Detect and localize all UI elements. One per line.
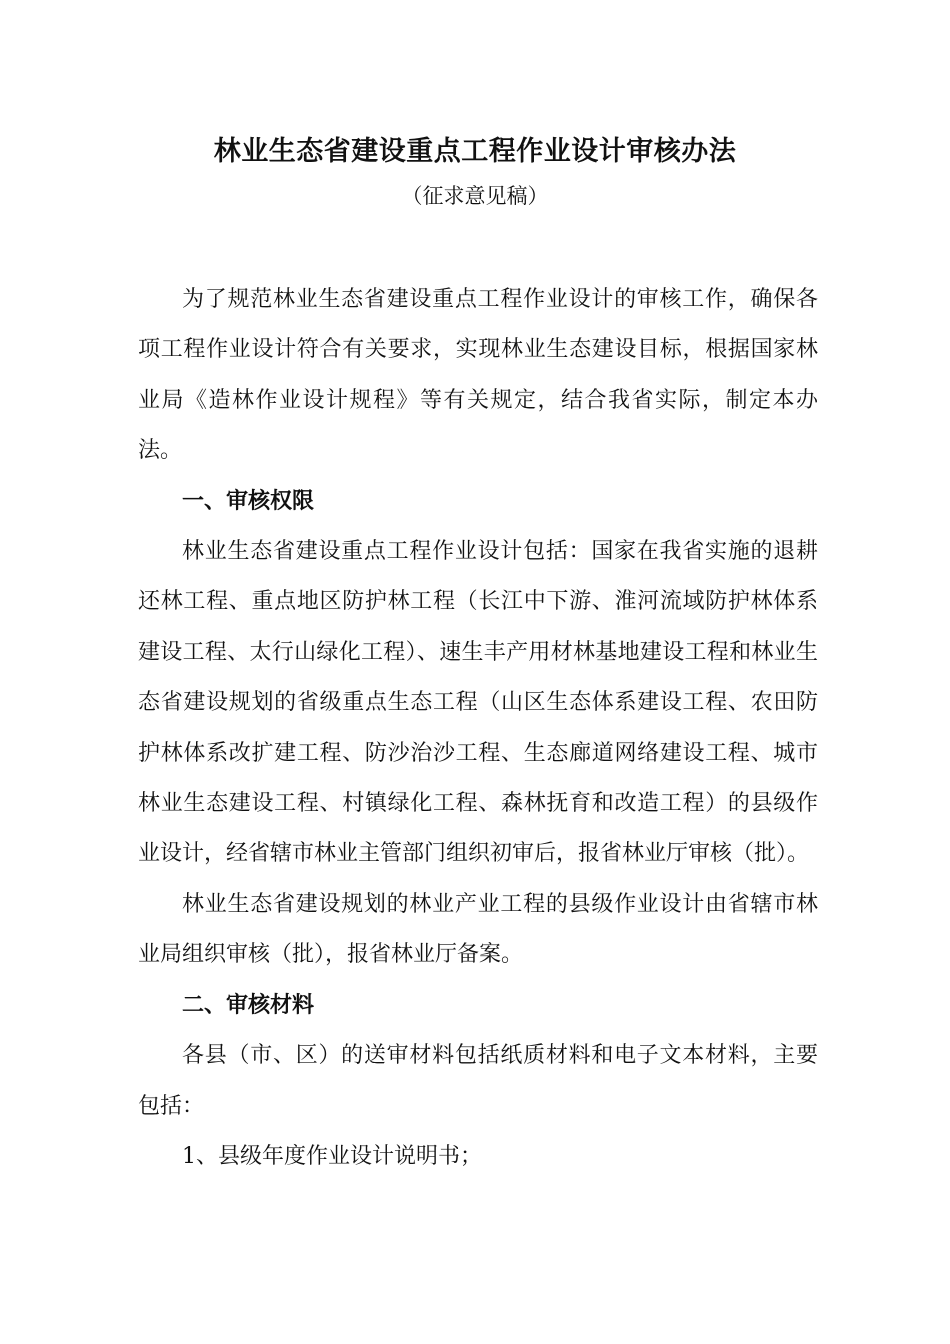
document-body	[138, 275, 818, 1182]
section-paragraph: 各县（市、区）的送审材料包括纸质材料和电子文本材料，主要包括：	[138, 1043, 818, 1119]
document-title: 林业生态省建设重点工程作业设计审核办法	[213, 136, 737, 167]
intro-paragraph: 为了规范林业生态省建设重点工程作业设计的审核工作，确保各项工程作业设计符合有关要求，实现林业生态建设目标，根据国家林业局《造林作业设计规程》等有关规定，结合我省实际，制定本办法。	[138, 287, 818, 464]
document-subtitle: （征求意见稿）	[401, 184, 549, 208]
list-item: 1、县级年度作业设计说明书；	[182, 1143, 482, 1169]
section-paragraph: 林业生态省建设规划的林业产业工程的县级作业设计由省辖市林业局组织审核（批），报省林业厅备案。	[138, 891, 818, 968]
section-paragraph: 林业生态省建设重点工程作业设计包括：国家在我省实施的退耕还林工程、重点地区防护林工程（长江中下游、淮河流域防护林体系建设工程、太行山绿化工程）、速生丰产用材林基地建设工程和林业生态省建设规划的省级重点生态工程（山区生态体系建设工程、农田防护林体系改扩建工程、防沙治沙工程、生态廊道网络建设工程、城市林业生态建设工程、村镇绿化工程、森林抚育和改造工程）的县级作业设计，经省辖市林业主管部门组织初审后，报省林业厅审核（批）。	[138, 539, 818, 867]
section-heading-materials: 二、审核材料	[182, 992, 315, 1018]
section-heading-permissions: 一、审核权限	[182, 488, 315, 514]
